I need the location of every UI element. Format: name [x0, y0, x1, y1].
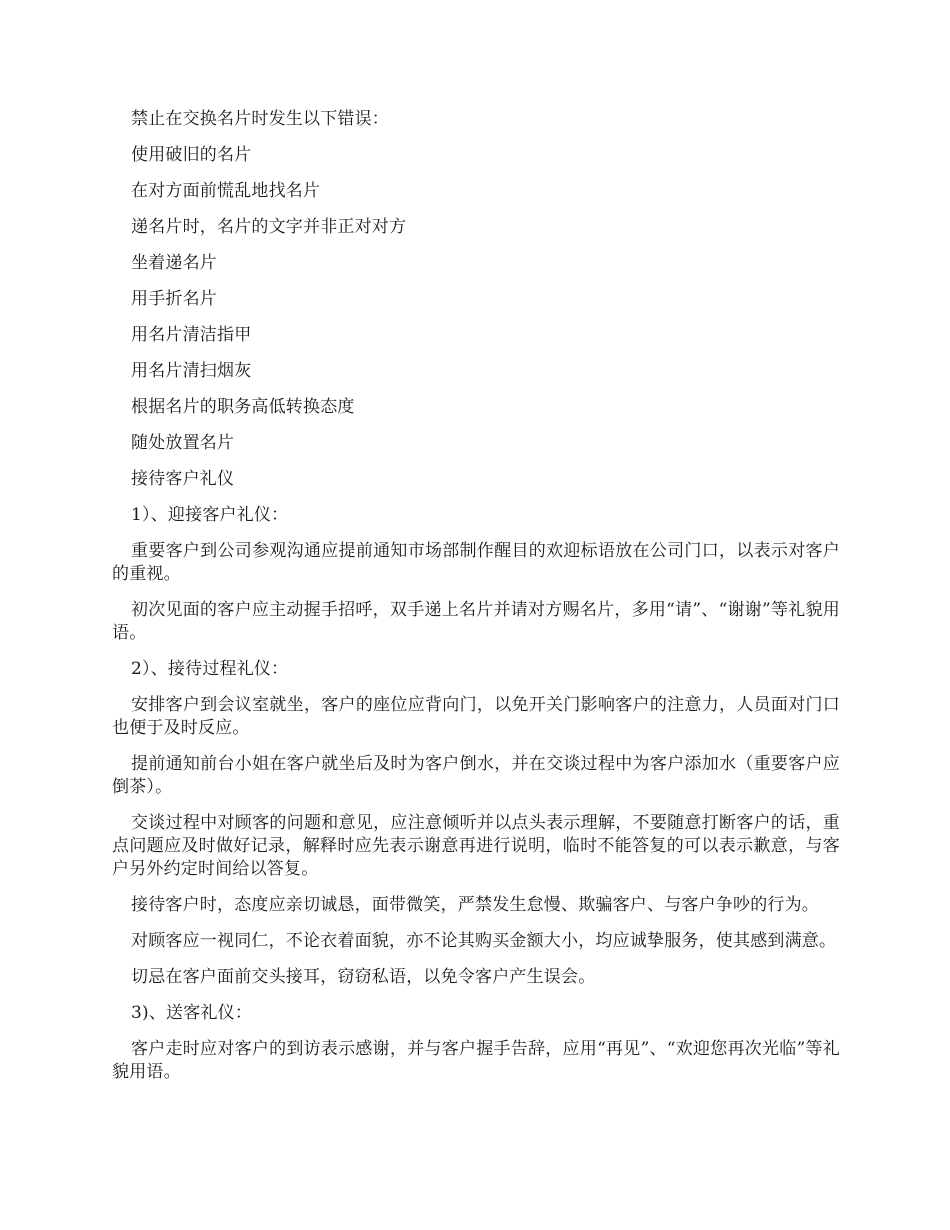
paragraph-changing-attitude: 根据名片的职务高低转换态度 — [131, 397, 355, 417]
subheading-reception-process: 2）、接待过程礼仪： — [131, 659, 289, 679]
paragraph-welcome-banner: 重要客户到公司参观沟通应提前通知市场部制作醒目的欢迎标语放在公司门口，以表示对客户的重视。 — [112, 541, 840, 584]
paragraph-equal-treatment: 对顾客应一视同仁，不论衣着面貌，亦不论其购买金额大小，均应诚挚服务，使其感到满意。 — [131, 931, 837, 951]
paragraph-attitude: 接待客户时，态度应亲切诚恳，面带微笑，严禁发生怠慢、欺骗客户、与客户争吵的行为。 — [131, 895, 819, 915]
paragraph-folding-card: 用手折名片 — [131, 289, 217, 309]
paragraph-text-not-facing: 递名片时，名片的文字并非正对对方 — [131, 217, 407, 237]
paragraph-seated-handing: 坐着递名片 — [131, 253, 217, 273]
section-heading-reception-etiquette: 接待客户礼仪 — [131, 469, 235, 489]
paragraph-placing-randomly: 随处放置名片 — [131, 433, 235, 453]
subheading-farewell-etiquette: 3)、送客礼仪： — [131, 1003, 253, 1023]
paragraph-cleaning-nails: 用名片清洁指甲 — [131, 325, 252, 345]
paragraph-seating: 安排客户到会议室就坐，客户的座位应背向门，以免开关门影响客户的注意力，人员面对门口也便于及时反应。 — [112, 695, 840, 738]
paragraph-no-whispering: 切忌在客户面前交头接耳，窃窃私语，以免令客户产生误会。 — [131, 967, 596, 987]
paragraph-fumbling-for-card: 在对方面前慌乱地找名片 — [131, 181, 321, 201]
subheading-greeting-etiquette: 1）、迎接客户礼仪： — [131, 505, 289, 525]
paragraph-serving-water: 提前通知前台小姐在客户就坐后及时为客户倒水，并在交谈过程中为客户添加水（重要客户应倒茶）。 — [112, 754, 840, 797]
paragraph-worn-card: 使用破旧的名片 — [131, 145, 252, 165]
document-page — [112, 108, 840, 1097]
paragraph-first-meeting: 初次见面的客户应主动握手招呼，双手递上名片并请对方赐名片，多用“请”、“谢谢”等礼貌用语。 — [112, 600, 840, 643]
paragraph-listening: 交谈过程中对顾客的问题和意见，应注意倾听并以点头表示理解，不要随意打断客户的话，重点问题应及时做好记录，解释时应先表示谢意再进行说明，临时不能答复的可以表示歉意，与客户另外约定时间给以答复。 — [112, 813, 840, 879]
paragraph-card-exchange-errors-heading: 禁止在交换名片时发生以下错误： — [131, 109, 389, 129]
paragraph-sweeping-ash: 用名片清扫烟灰 — [131, 361, 252, 381]
paragraph-farewell: 客户走时应对客户的到访表示感谢，并与客户握手告辞，应用“再见”、“欢迎您再次光临”等礼貌用语。 — [112, 1039, 840, 1082]
